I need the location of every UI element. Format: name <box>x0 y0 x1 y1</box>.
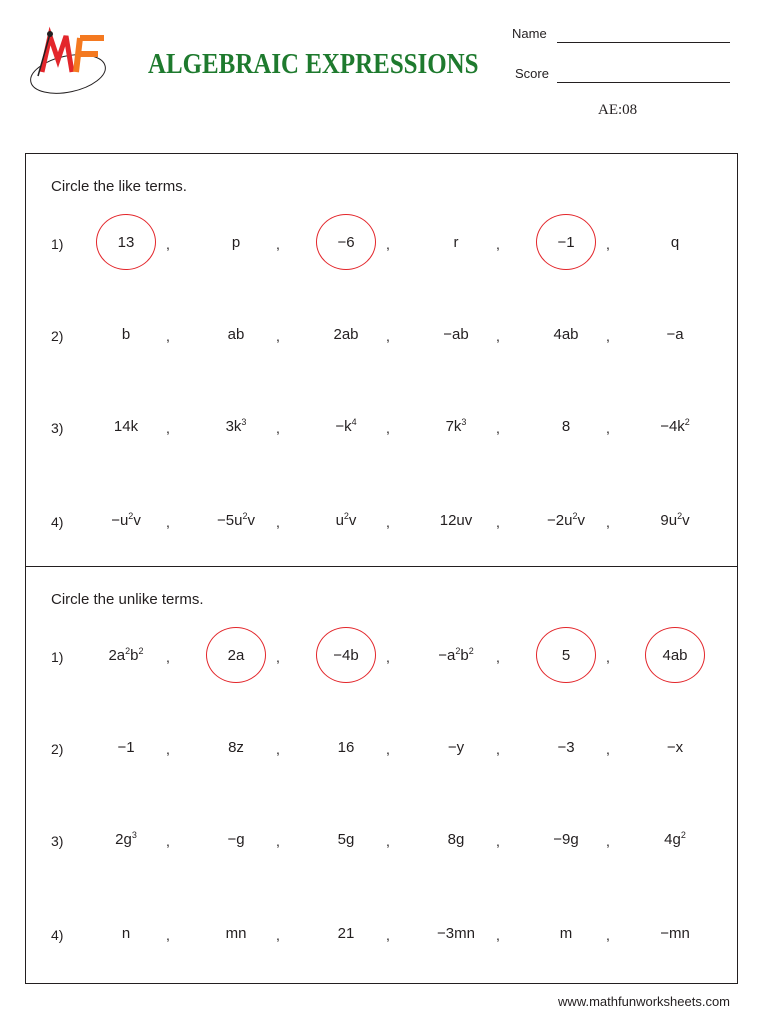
term[interactable] <box>314 831 378 848</box>
term-exponent: 3 <box>241 417 247 427</box>
term-separator: , <box>606 514 610 530</box>
term[interactable] <box>643 234 707 251</box>
term-base: −1 <box>557 234 575 251</box>
term-base: 4ab <box>553 326 579 343</box>
term-base: r <box>453 234 459 251</box>
row-number: 1) <box>51 649 64 665</box>
term-base: 8 <box>561 418 571 435</box>
term[interactable] <box>94 326 158 343</box>
exercise-row <box>26 506 737 536</box>
term-base: −6 <box>337 234 355 251</box>
exercise-row <box>26 228 737 258</box>
term-base: −g <box>227 831 245 848</box>
term-exponent: 2 <box>343 511 349 521</box>
like-terms-section <box>25 153 738 567</box>
exercise-row <box>26 641 737 671</box>
term-base: 2g <box>115 831 132 848</box>
term-base: −9g <box>553 831 579 848</box>
term[interactable] <box>94 647 158 664</box>
term[interactable] <box>94 234 158 251</box>
section-instruction: Circle the unlike terms. <box>51 591 204 608</box>
term-base: p <box>231 234 241 251</box>
term-separator: , <box>276 649 280 665</box>
term-exponent: 2 <box>138 646 144 656</box>
term[interactable] <box>314 326 378 343</box>
term[interactable] <box>314 925 378 942</box>
exercise-row <box>26 412 737 442</box>
term-separator: , <box>496 420 500 436</box>
term-base: 8z <box>228 739 244 756</box>
term-base: −u <box>111 512 129 529</box>
term-base: 2a <box>108 647 126 664</box>
term-base: −5u <box>217 512 243 529</box>
term-base: 14k <box>113 418 139 435</box>
row-number: 3) <box>51 420 64 436</box>
term-variable: v <box>682 512 690 529</box>
worksheet-title: ALGEBRAIC EXPRESSIONS <box>148 48 479 80</box>
term-variable: v <box>348 512 357 529</box>
term-base: 3k <box>225 418 242 435</box>
term-base: −4k <box>660 418 685 435</box>
term-separator: , <box>166 833 170 849</box>
term-separator: , <box>386 833 390 849</box>
term[interactable] <box>424 925 488 942</box>
term[interactable] <box>94 831 158 848</box>
term-exponent: 2 <box>680 830 686 840</box>
term-base: 2ab <box>333 326 359 343</box>
term-variable: v <box>133 512 141 529</box>
term-separator: , <box>386 514 390 530</box>
term-separator: , <box>276 514 280 530</box>
term-base: 12uv <box>439 512 473 529</box>
term[interactable] <box>643 739 707 756</box>
term-exponent: 4 <box>351 417 357 427</box>
exercise-row <box>26 919 737 949</box>
term-base: −3 <box>557 739 575 756</box>
term-separator: , <box>386 649 390 665</box>
term-exponent: 2 <box>128 511 134 521</box>
term-base: −y <box>447 739 465 756</box>
term-exponent: 2 <box>125 646 131 656</box>
term-separator: , <box>606 649 610 665</box>
term-separator: , <box>496 927 500 943</box>
term[interactable] <box>643 647 707 664</box>
term-separator: , <box>496 328 500 344</box>
term-separator: , <box>386 328 390 344</box>
term-separator: , <box>386 420 390 436</box>
term-base: −a <box>666 326 684 343</box>
term[interactable] <box>424 326 488 343</box>
term-separator: , <box>166 236 170 252</box>
term-base: b <box>121 326 131 343</box>
row-number: 4) <box>51 927 64 943</box>
term[interactable] <box>534 512 598 529</box>
term[interactable] <box>643 418 707 435</box>
term-base: u <box>335 512 344 529</box>
term[interactable] <box>204 647 268 664</box>
term[interactable] <box>204 418 268 435</box>
term-base: 7k <box>445 418 462 435</box>
term[interactable] <box>534 831 598 848</box>
exercise-row <box>26 825 737 855</box>
term-base: mn <box>225 925 247 942</box>
term[interactable] <box>424 647 488 664</box>
term-separator: , <box>606 420 610 436</box>
term[interactable] <box>534 925 598 942</box>
term[interactable] <box>204 831 268 848</box>
term[interactable] <box>534 739 598 756</box>
term-separator: , <box>166 514 170 530</box>
term-separator: , <box>606 833 610 849</box>
term[interactable] <box>314 739 378 756</box>
term[interactable] <box>94 739 158 756</box>
term[interactable] <box>204 512 268 529</box>
term-base: m <box>559 925 573 942</box>
row-number: 4) <box>51 514 64 530</box>
term[interactable] <box>643 512 707 529</box>
row-number: 2) <box>51 741 64 757</box>
term-base: n <box>121 925 131 942</box>
term-separator: , <box>386 236 390 252</box>
term-separator: , <box>166 741 170 757</box>
term-base: −a <box>438 647 456 664</box>
term-base: 9u <box>660 512 678 529</box>
term-exponent: 2 <box>677 511 683 521</box>
term-separator: , <box>496 649 500 665</box>
term[interactable] <box>204 739 268 756</box>
name-label: Name <box>512 26 547 41</box>
term-base: −ab <box>443 326 469 343</box>
term-exponent: 2 <box>684 417 690 427</box>
term[interactable] <box>534 234 598 251</box>
term[interactable] <box>643 831 707 848</box>
term-separator: , <box>276 927 280 943</box>
term[interactable] <box>424 739 488 756</box>
term-base: −x <box>666 739 684 756</box>
exercise-row <box>26 733 737 763</box>
term[interactable] <box>534 647 598 664</box>
term-variable: v <box>577 512 585 529</box>
term[interactable] <box>424 512 488 529</box>
term-separator: , <box>496 236 500 252</box>
term-separator: , <box>606 927 610 943</box>
term-separator: , <box>386 741 390 757</box>
term-exponent: 3 <box>131 830 137 840</box>
term-separator: , <box>276 236 280 252</box>
term[interactable] <box>204 234 268 251</box>
term-base: 2a <box>227 647 245 664</box>
term[interactable] <box>314 234 378 251</box>
term-base: 13 <box>117 234 135 251</box>
term[interactable] <box>643 925 707 942</box>
term-base: −mn <box>660 925 690 942</box>
term-separator: , <box>276 420 280 436</box>
term-base: −1 <box>117 739 135 756</box>
term-base: −4b <box>333 647 359 664</box>
term-separator: , <box>496 833 500 849</box>
term-exponent: 2 <box>572 511 578 521</box>
section-instruction: Circle the like terms. <box>51 178 187 195</box>
term-separator: , <box>166 927 170 943</box>
term-exponent: 2 <box>468 646 474 656</box>
term-separator: , <box>276 741 280 757</box>
term-exponent: 3 <box>461 417 467 427</box>
term[interactable] <box>424 831 488 848</box>
term[interactable] <box>424 234 488 251</box>
term-separator: , <box>496 514 500 530</box>
term-exponent: 2 <box>455 646 461 656</box>
term-separator: , <box>606 741 610 757</box>
term-base: 16 <box>337 739 355 756</box>
term-base: 21 <box>337 925 355 942</box>
term-base: 8g <box>447 831 465 848</box>
term[interactable] <box>94 418 158 435</box>
term-separator: , <box>496 741 500 757</box>
term-separator: , <box>276 328 280 344</box>
website-footer: www.mathfunworksheets.com <box>558 994 730 1009</box>
term-base: ab <box>227 326 245 343</box>
term-separator: , <box>276 833 280 849</box>
term[interactable] <box>94 512 158 529</box>
term[interactable] <box>314 512 378 529</box>
term-base: 4g <box>664 831 681 848</box>
term[interactable] <box>534 418 598 435</box>
score-line[interactable] <box>557 82 730 83</box>
term-base: 5g <box>337 831 355 848</box>
row-number: 1) <box>51 236 64 252</box>
term-variable: v <box>247 512 255 529</box>
worksheet-code: AE:08 <box>598 102 638 118</box>
term-separator: , <box>166 328 170 344</box>
term[interactable] <box>424 418 488 435</box>
exercise-row <box>26 320 737 350</box>
term[interactable] <box>94 925 158 942</box>
row-number: 2) <box>51 328 64 344</box>
term-separator: , <box>606 328 610 344</box>
row-number: 3) <box>51 833 64 849</box>
name-line[interactable] <box>557 42 730 43</box>
term-base: −k <box>335 418 352 435</box>
term-base: −2u <box>547 512 573 529</box>
term-variable: b <box>460 647 469 664</box>
term[interactable] <box>204 326 268 343</box>
term-separator: , <box>386 927 390 943</box>
term-separator: , <box>166 420 170 436</box>
term-separator: , <box>166 649 170 665</box>
term-base: 5 <box>561 647 571 664</box>
mathfun-logo <box>28 26 114 102</box>
term-separator: , <box>606 236 610 252</box>
term-exponent: 2 <box>242 511 248 521</box>
unlike-terms-section <box>25 566 738 984</box>
term-base: 4ab <box>662 647 688 664</box>
term[interactable] <box>314 418 378 435</box>
term[interactable] <box>643 326 707 343</box>
term-base: q <box>670 234 680 251</box>
term[interactable] <box>204 925 268 942</box>
score-label: Score <box>515 66 549 81</box>
term-base: −3mn <box>437 925 475 942</box>
term-variable: b <box>130 647 139 664</box>
term[interactable] <box>314 647 378 664</box>
term[interactable] <box>534 326 598 343</box>
